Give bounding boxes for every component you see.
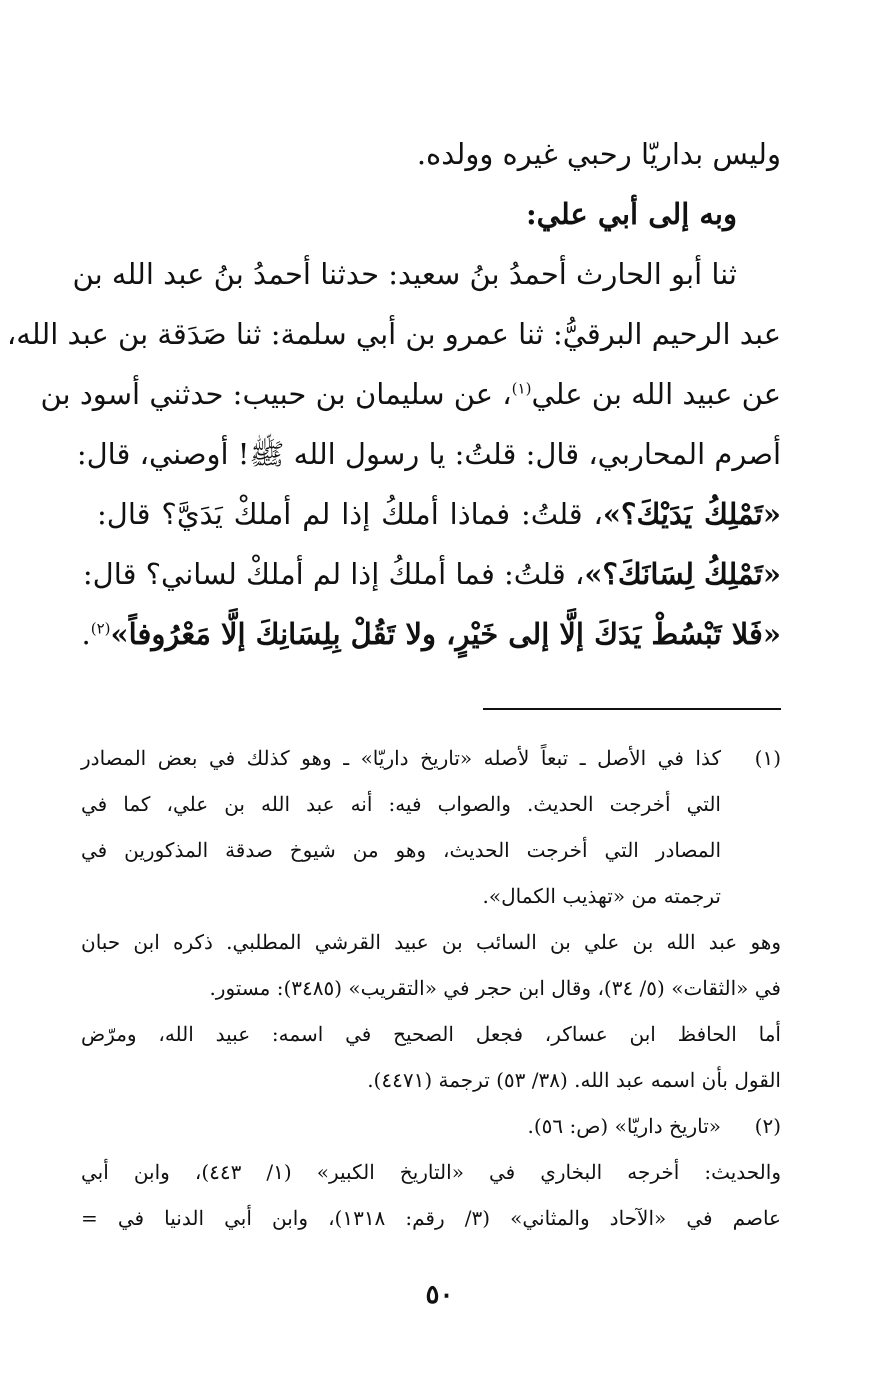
footnote-line: ترجمته من «تهذيب الكمال». — [482, 884, 721, 908]
footnote-separator — [483, 708, 781, 710]
text-segment: ، قلتُ: فماذا أملكُ إذا لم أملكْ يَدَيَّ؟ قال: — [97, 497, 603, 531]
text-line: وليس بداريّا رحبي غيره وولده. — [416, 137, 781, 171]
text-line — [82, 544, 781, 604]
footnote-line: التي أخرجت الحديث. والصواب فيه: أنه عبد الله بن علي، كما في — [81, 792, 721, 816]
footnote-line: «تاريخ داريّا» (ص: ٥٦). — [527, 1114, 721, 1138]
text-line — [40, 364, 781, 424]
footnote-number: (١) — [754, 746, 781, 770]
text-line: ثنا أبو الحارث أحمدُ بنُ سعيد: حدثنا أحمدُ بنُ عبد الله بن — [72, 257, 737, 291]
footnote-line: والحديث: أخرجه البخاري في «التاريخ الكبير» (١/ ٤٤٣)، وابن أبي — [81, 1160, 781, 1184]
text-line: عبد الرحيم البرقيُّ: ثنا عمرو بن أبي سلمة: ثنا صَدَقة بن عبد الله، — [6, 317, 781, 351]
footnote-line: المصادر التي أخرجت الحديث، وهو من شيوخ صدقة المذكورين في — [81, 838, 721, 862]
text-segment: ، قلتُ: فما أملكُ إذا لم أملكْ لساني؟ قال: — [82, 557, 585, 591]
text-segment: عن عبيد الله بن علي — [531, 377, 781, 411]
footnote-2-continuation — [81, 1149, 781, 1241]
hadith-quote: «تَمْلِكُ يَدَيْكَ؟» — [602, 497, 782, 531]
page-number: ٥٠ — [425, 1280, 454, 1310]
main-text — [6, 124, 782, 664]
hadith-quote: «تَمْلِكُ لِسَانَكَ؟» — [584, 557, 781, 591]
footnote-line: عاصم في «الآحاد والمثاني» (٣/ رقم: ١٣١٨)، وابن أبي الدنيا في = — [81, 1206, 781, 1230]
footnote-ref-2: (٢) — [90, 619, 111, 638]
footnote-1 — [81, 735, 781, 919]
text-line: أصرم المحاربي، قال: قلتُ: يا رسول الله ﷺ! أوصني، قال: — [76, 437, 781, 471]
footnote-line: القول بأن اسمه عبد الله. (٣٨/ ٥٣) ترجمة (٤٤٧١). — [367, 1068, 781, 1092]
hadith-quote: «فَلا تَبْسُطْ يَدَكَ إلَّا إلى خَيْرٍ، ولا تَقُلْ بِلِسَانِكَ إلَّا مَعْرُوفاً» — [110, 617, 781, 651]
footnote-body — [81, 735, 721, 919]
section-heading: وبه إلى أبي علي: — [525, 197, 737, 231]
footnote-body — [81, 1103, 721, 1149]
footnote-line: وهو عبد الله بن علي بن السائب بن عبيد القرشي المطلبي. ذكره ابن حبان — [81, 930, 781, 954]
footnote-2 — [81, 1103, 781, 1149]
text-segment: ، عن سليمان بن حبيب: حدثني أسود بن — [40, 377, 512, 411]
footnote-line: أما الحافظ ابن عساكر، فجعل الصحيح في اسمه: عبيد الله، ومرّض — [81, 1022, 781, 1046]
text-segment: . — [81, 617, 91, 651]
text-line — [81, 604, 781, 664]
footnote-line: في «الثقات» (٥/ ٣٤)، وقال ابن حجر في «التقريب» (٣٤٨٥): مستور. — [209, 976, 781, 1000]
footnote-number: (٢) — [754, 1114, 781, 1138]
footnotes — [81, 735, 781, 1241]
footnote-ref-1: (١) — [511, 379, 532, 398]
text-line — [97, 484, 781, 544]
footnote-1-continuation — [81, 919, 781, 1103]
footnote-line: كذا في الأصل ـ تبعاً لأصله «تاريخ داريّا» ـ وهو كذلك في بعض المصادر — [81, 746, 721, 770]
